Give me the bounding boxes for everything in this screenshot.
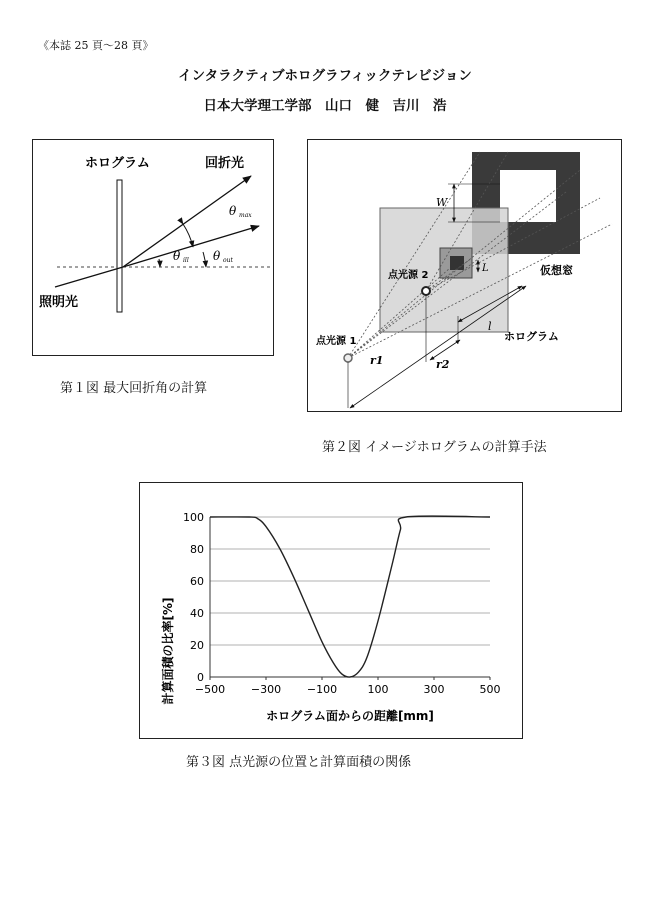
chart-ytick-label: 40 xyxy=(190,607,204,620)
label-W: W xyxy=(436,196,448,209)
label-hologram: ホログラム xyxy=(85,156,150,171)
chart-xtick-label: 500 xyxy=(479,683,501,696)
dimension-r2 xyxy=(430,340,460,360)
theta-max-subscript: max xyxy=(239,212,252,219)
figure2-caption: 第２図 イメージホログラムの計算手法 xyxy=(322,440,547,455)
label-l: l xyxy=(488,320,492,333)
hologram-plate xyxy=(117,180,122,312)
theta-max-symbol: θ xyxy=(229,204,237,218)
label-point-source-1: 点光源 1 xyxy=(316,336,357,347)
chart-xtick-label: 100 xyxy=(367,683,389,696)
article-authors: 日本大学理工学部 山口 健 吉川 浩 xyxy=(203,98,447,114)
theta-ill-symbol: θ xyxy=(173,249,181,263)
theta-max-arc xyxy=(183,224,193,247)
theta-out-subscript: out xyxy=(223,257,233,264)
figure2-frame xyxy=(307,139,622,412)
label-point-source-2: 点光源 2 xyxy=(388,270,429,281)
label-diffracted-light: 回折光 xyxy=(205,156,245,171)
theta-ill-arc xyxy=(159,259,160,267)
chart-xtick-label: −300 xyxy=(250,683,282,696)
chart-xtick-label: −100 xyxy=(306,683,338,696)
article-title: インタラクティブホログラフィックテレビジョン xyxy=(178,68,472,84)
chart-ytick-label: 20 xyxy=(190,639,204,652)
diffracted-ray-max xyxy=(123,176,251,267)
chart-xlabel: ホログラム面からの距離[mm] xyxy=(266,709,434,723)
label-virtual-window: 仮想窓 xyxy=(540,264,573,277)
point-source-1 xyxy=(344,354,352,362)
figure2-diagram xyxy=(308,140,621,411)
label-r2: r2 xyxy=(436,358,450,371)
point-source-2 xyxy=(422,287,430,295)
chart-xtick-label: −500 xyxy=(194,683,226,696)
chart-ylabel: 計算面積の比率[%] xyxy=(161,597,175,705)
chart-ytick-label: 0 xyxy=(197,671,204,684)
figure3-caption: 第３図 点光源の位置と計算面積の関係 xyxy=(186,755,412,770)
figure1-diagram xyxy=(33,140,273,355)
label-illumination-light: 照明光 xyxy=(39,295,79,310)
label-r1: r1 xyxy=(370,354,384,367)
theta-ill-subscript: ill xyxy=(183,257,189,264)
chart-ytick-label: 100 xyxy=(183,511,204,524)
figure1-caption: 第１図 最大回折角の計算 xyxy=(60,381,208,396)
label-hologram: ホログラム xyxy=(504,330,559,343)
calculation-area-core xyxy=(450,256,464,270)
figure1-frame xyxy=(32,139,274,356)
illumination-ray xyxy=(55,267,123,287)
chart-xtick-label: 300 xyxy=(423,683,445,696)
chart-ytick-label: 60 xyxy=(190,575,204,588)
chart-series-line xyxy=(210,516,490,677)
diffracted-ray-out xyxy=(123,226,259,267)
theta-out-symbol: θ xyxy=(213,249,221,263)
page-reference: 《本誌 25 頁〜28 頁》 xyxy=(38,39,154,52)
theta-out-arc xyxy=(203,252,206,267)
figure3-frame xyxy=(139,482,523,739)
label-L: L xyxy=(482,263,489,274)
chart-ytick-label: 80 xyxy=(190,543,204,556)
figure3-chart xyxy=(140,483,522,738)
